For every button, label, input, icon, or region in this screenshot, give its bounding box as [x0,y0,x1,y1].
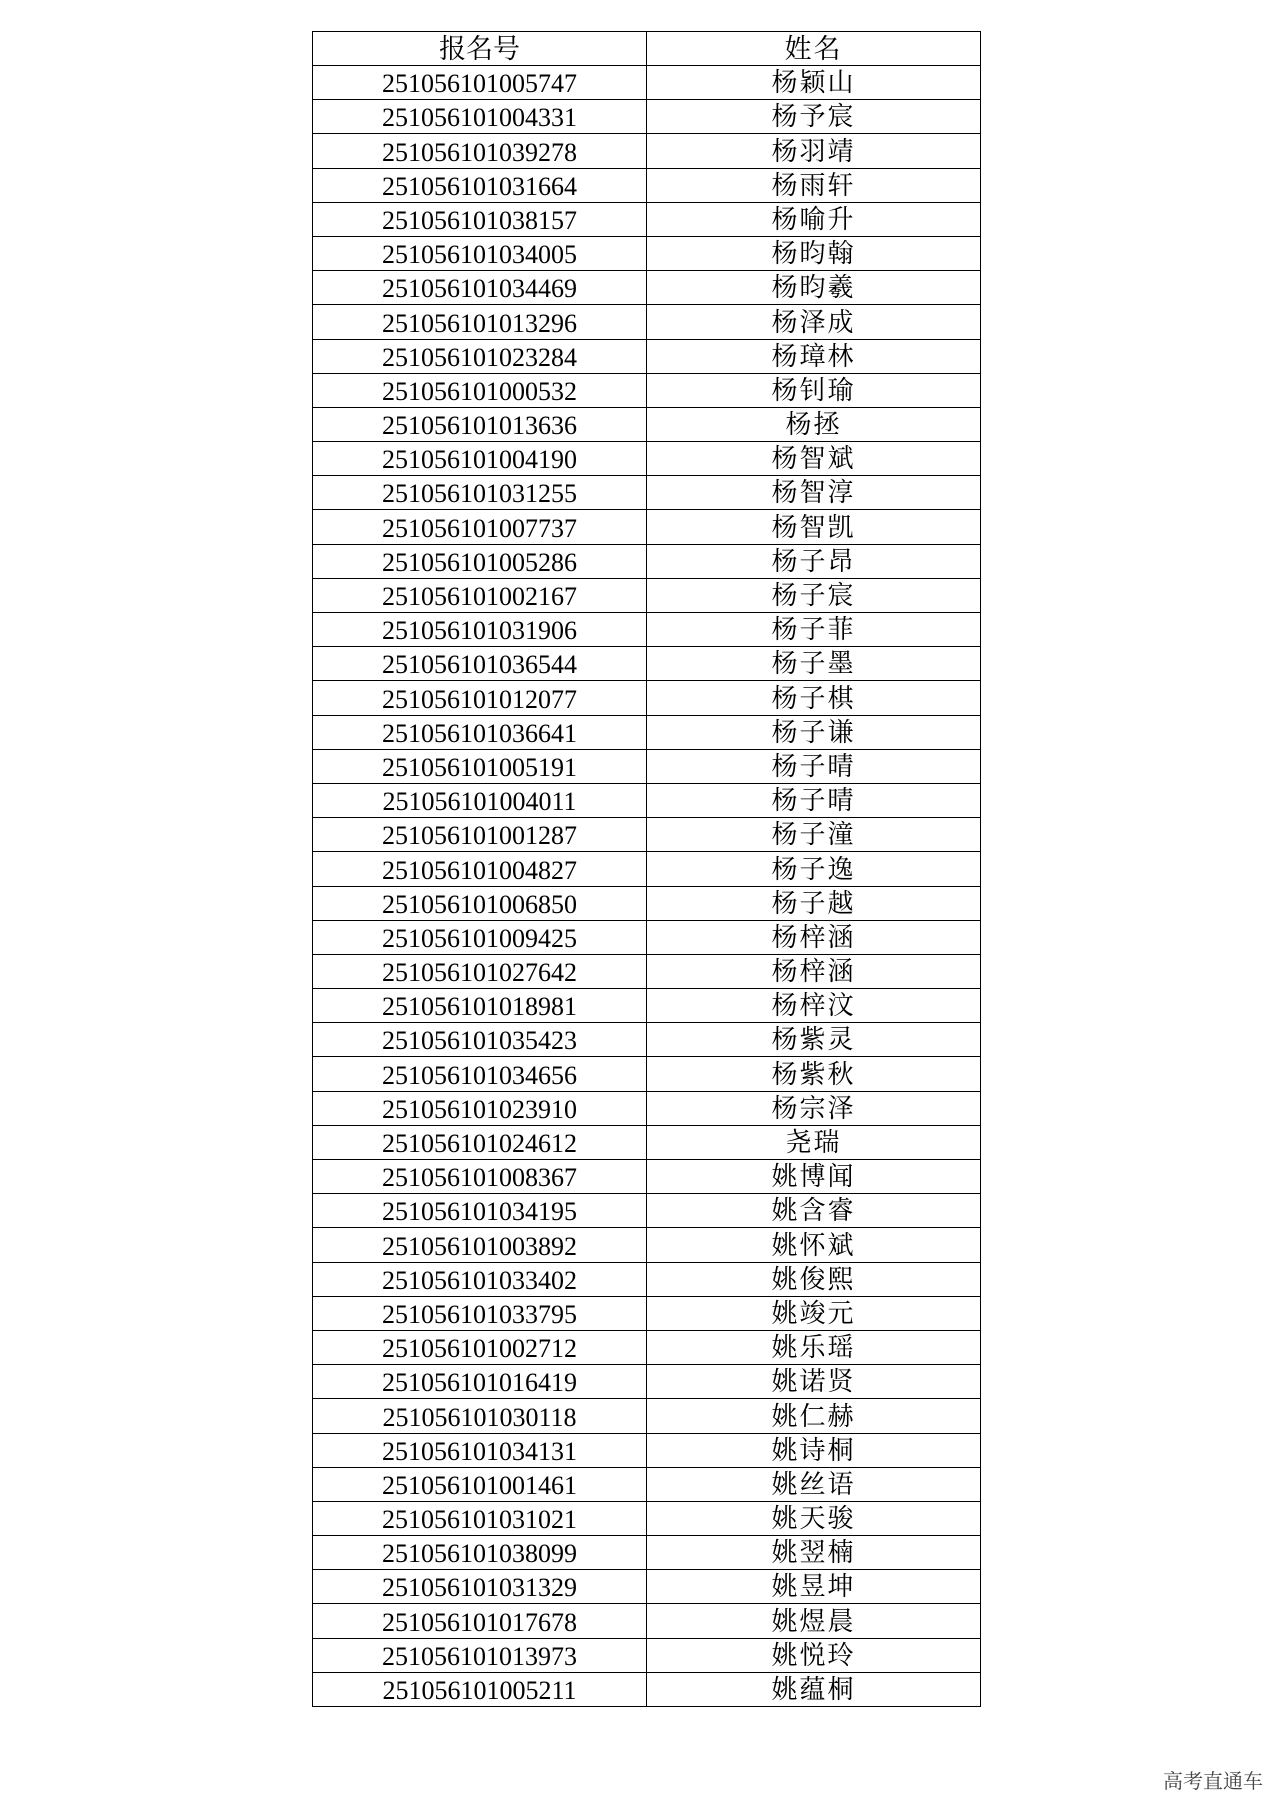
registration-number-cell: 251056101016419 [313,1365,647,1399]
registration-number-cell: 251056101006850 [313,886,647,920]
registration-number-cell: 251056101034656 [313,1057,647,1091]
table-body [313,66,981,1707]
table-row [313,1604,981,1638]
registration-number-cell: 251056101036641 [313,715,647,749]
table-row [313,134,981,168]
name-cell: 姚博闻 [647,1160,981,1194]
table-row [313,1262,981,1296]
table-row [313,271,981,305]
name-cell: 杨子菲 [647,613,981,647]
table-row [313,613,981,647]
table-header [313,32,981,66]
table-row [313,715,981,749]
header-row [313,32,981,66]
header-name: 姓名 [647,32,981,66]
table-row [313,236,981,270]
table-row [313,544,981,578]
table-row [313,510,981,544]
table-row [313,1365,981,1399]
name-cell: 杨拯 [647,407,981,441]
table-row [313,1125,981,1159]
table-row [313,66,981,100]
table-row [313,339,981,373]
registration-number-cell: 251056101039278 [313,134,647,168]
name-cell: 杨羽靖 [647,134,981,168]
name-cell: 杨智淳 [647,476,981,510]
registration-number-cell: 251056101012077 [313,681,647,715]
name-cell: 姚诺贤 [647,1365,981,1399]
table-row [313,920,981,954]
name-cell: 姚怀斌 [647,1228,981,1262]
registration-number-cell: 251056101034005 [313,236,647,270]
name-cell: 姚蕴桐 [647,1672,981,1706]
registration-number-cell: 251056101004011 [313,783,647,817]
name-cell: 杨梓涵 [647,954,981,988]
table-row [313,1228,981,1262]
name-cell: 杨子晴 [647,749,981,783]
registration-number-cell: 251056101003892 [313,1228,647,1262]
name-cell: 杨钊瑜 [647,373,981,407]
table-row [313,1570,981,1604]
name-cell: 姚俊熙 [647,1262,981,1296]
table-row [313,1501,981,1535]
registration-number-cell: 251056101017678 [313,1604,647,1638]
registration-number-cell: 251056101013973 [313,1638,647,1672]
registration-number-cell: 251056101004331 [313,100,647,134]
table-row [313,202,981,236]
registration-number-cell: 251056101005286 [313,544,647,578]
name-cell: 杨子逸 [647,852,981,886]
name-cell: 杨子宸 [647,578,981,612]
registration-number-cell: 251056101005211 [313,1672,647,1706]
table-row [313,168,981,202]
name-cell: 杨予宸 [647,100,981,134]
registration-number-cell: 251056101008367 [313,1160,647,1194]
name-cell: 杨子昂 [647,544,981,578]
registration-number-cell: 251056101031906 [313,613,647,647]
registration-number-cell: 251056101031255 [313,476,647,510]
name-cell: 杨喻升 [647,202,981,236]
name-cell: 杨昀羲 [647,271,981,305]
registration-number-cell: 251056101000532 [313,373,647,407]
table-row [313,681,981,715]
registration-number-cell: 251056101013296 [313,305,647,339]
table-row [313,1433,981,1467]
table-row [313,852,981,886]
registration-number-cell: 251056101023284 [313,339,647,373]
name-cell: 杨智凯 [647,510,981,544]
table-row [313,783,981,817]
registration-number-cell: 251056101027642 [313,954,647,988]
admission-list-table [312,31,981,1707]
table-row [313,407,981,441]
table-row [313,886,981,920]
registration-number-cell: 251056101013636 [313,407,647,441]
name-cell: 杨紫秋 [647,1057,981,1091]
table-row [313,1399,981,1433]
registration-number-cell: 251056101005191 [313,749,647,783]
table-row [313,1160,981,1194]
header-registration-number: 报名号 [313,32,647,66]
table-row [313,1672,981,1706]
name-cell: 杨梓汶 [647,989,981,1023]
registration-number-cell: 251056101002712 [313,1330,647,1364]
name-cell: 杨子谦 [647,715,981,749]
registration-number-cell: 251056101036544 [313,647,647,681]
registration-number-cell: 251056101007737 [313,510,647,544]
table-row [313,100,981,134]
registration-number-cell: 251056101002167 [313,578,647,612]
name-cell: 姚诗桐 [647,1433,981,1467]
registration-number-cell: 251056101004827 [313,852,647,886]
name-cell: 姚仁赫 [647,1399,981,1433]
name-cell: 姚悦玲 [647,1638,981,1672]
registration-number-cell: 251056101033795 [313,1296,647,1330]
registration-number-cell: 251056101033402 [313,1262,647,1296]
table-row [313,476,981,510]
name-cell: 杨子越 [647,886,981,920]
table-row [313,647,981,681]
name-cell: 杨璋林 [647,339,981,373]
name-cell: 姚天骏 [647,1501,981,1535]
table-row [313,442,981,476]
table-row [313,749,981,783]
registration-number-cell: 251056101038157 [313,202,647,236]
registration-number-cell: 251056101035423 [313,1023,647,1057]
registration-number-cell: 251056101034195 [313,1194,647,1228]
name-cell: 杨紫灵 [647,1023,981,1057]
table-row [313,373,981,407]
name-cell: 杨子潼 [647,818,981,852]
name-cell: 杨宗泽 [647,1091,981,1125]
registration-number-cell: 251056101034131 [313,1433,647,1467]
name-cell: 杨昀翰 [647,236,981,270]
name-cell: 姚含睿 [647,1194,981,1228]
table-row [313,1467,981,1501]
table-row [313,1091,981,1125]
table-row [313,578,981,612]
name-cell: 姚乐瑶 [647,1330,981,1364]
table-row [313,1296,981,1330]
watermark-text: 高考直通车 [1163,1769,1263,1793]
name-cell: 姚翌楠 [647,1536,981,1570]
name-cell: 杨子晴 [647,783,981,817]
table-row [313,305,981,339]
registration-number-cell: 251056101030118 [313,1399,647,1433]
name-cell: 尧瑞 [647,1125,981,1159]
registration-number-cell: 251056101001461 [313,1467,647,1501]
registration-number-cell: 251056101031021 [313,1501,647,1535]
name-cell: 姚煜晨 [647,1604,981,1638]
registration-number-cell: 251056101034469 [313,271,647,305]
table-row [313,818,981,852]
name-cell: 杨智斌 [647,442,981,476]
name-cell: 杨梓涵 [647,920,981,954]
table-row [313,1194,981,1228]
table-row [313,1330,981,1364]
name-cell: 杨子棋 [647,681,981,715]
registration-number-cell: 251056101023910 [313,1091,647,1125]
registration-number-cell: 251056101018981 [313,989,647,1023]
registration-number-cell: 251056101001287 [313,818,647,852]
table-row [313,1057,981,1091]
registration-number-cell: 251056101004190 [313,442,647,476]
registration-number-cell: 251056101038099 [313,1536,647,1570]
table-row [313,1023,981,1057]
table-row [313,1638,981,1672]
table-row [313,989,981,1023]
name-cell: 杨子墨 [647,647,981,681]
registration-number-cell: 251056101031664 [313,168,647,202]
registration-number-cell: 251056101009425 [313,920,647,954]
name-cell: 姚丝语 [647,1467,981,1501]
name-cell: 杨泽成 [647,305,981,339]
name-cell: 姚竣元 [647,1296,981,1330]
table-row [313,1536,981,1570]
name-cell: 姚昱坤 [647,1570,981,1604]
table-row [313,954,981,988]
registration-number-cell: 251056101031329 [313,1570,647,1604]
name-cell: 杨雨轩 [647,168,981,202]
registration-number-cell: 251056101024612 [313,1125,647,1159]
name-cell: 杨颖山 [647,66,981,100]
registration-number-cell: 251056101005747 [313,66,647,100]
